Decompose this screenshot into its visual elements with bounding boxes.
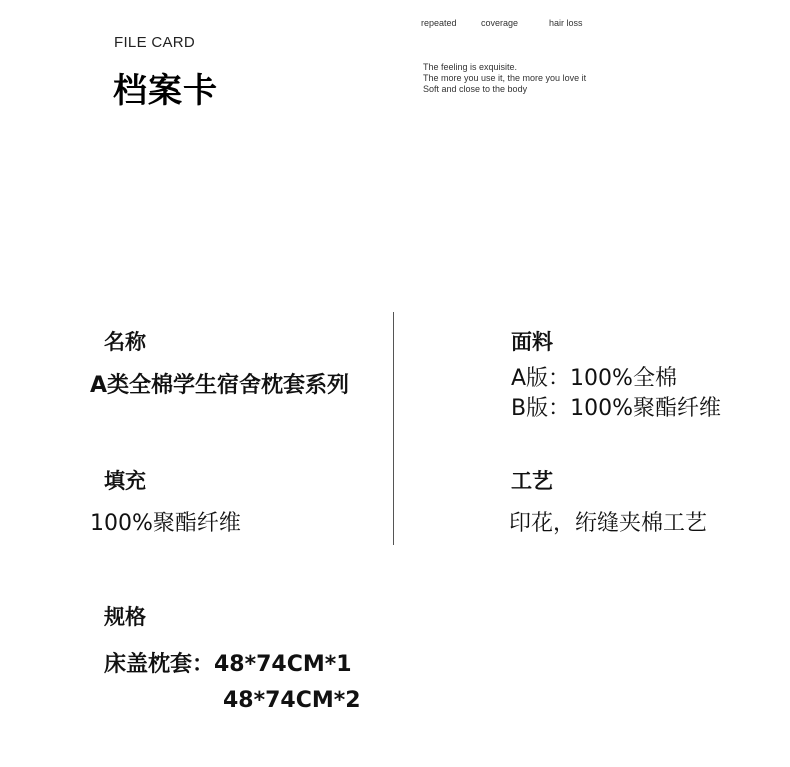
fabric-label: 面料: [511, 330, 553, 354]
card-subtitle: FILE CARD: [114, 34, 196, 51]
fabric-value-b: B版：100%聚酯纤维: [511, 396, 721, 421]
craft-label: 工艺: [511, 469, 553, 493]
spec-line-2: 48*74CM*2: [223, 688, 361, 713]
spec-label: 规格: [104, 605, 146, 629]
tag-repeated: repeated: [421, 18, 457, 28]
card-title: 档案卡: [113, 71, 218, 111]
filling-label: 填充: [104, 469, 146, 493]
name-label: 名称: [104, 330, 146, 354]
filling-value: 100%聚酯纤维: [90, 511, 241, 536]
fabric-value-a: A版：100%全棉: [511, 366, 677, 391]
craft-value: 印花，绗缝夹棉工艺: [509, 511, 708, 536]
name-value: A类全棉学生宿舍枕套系列: [90, 373, 350, 398]
tag-coverage: coverage: [481, 18, 519, 28]
tag-hair-loss: hair loss: [549, 18, 583, 28]
tagline-line-3: Soft and close to the body: [423, 84, 528, 94]
tagline-line-1: The feeling is exquisite.: [423, 62, 518, 72]
fabric-values: [511, 364, 721, 424]
tagline: [423, 62, 586, 95]
tagline-line-2: The more you use it, the more you love it: [423, 73, 587, 83]
spec-line-1: 床盖枕套：48*74CM*1: [104, 652, 352, 677]
column-divider: [393, 312, 394, 545]
